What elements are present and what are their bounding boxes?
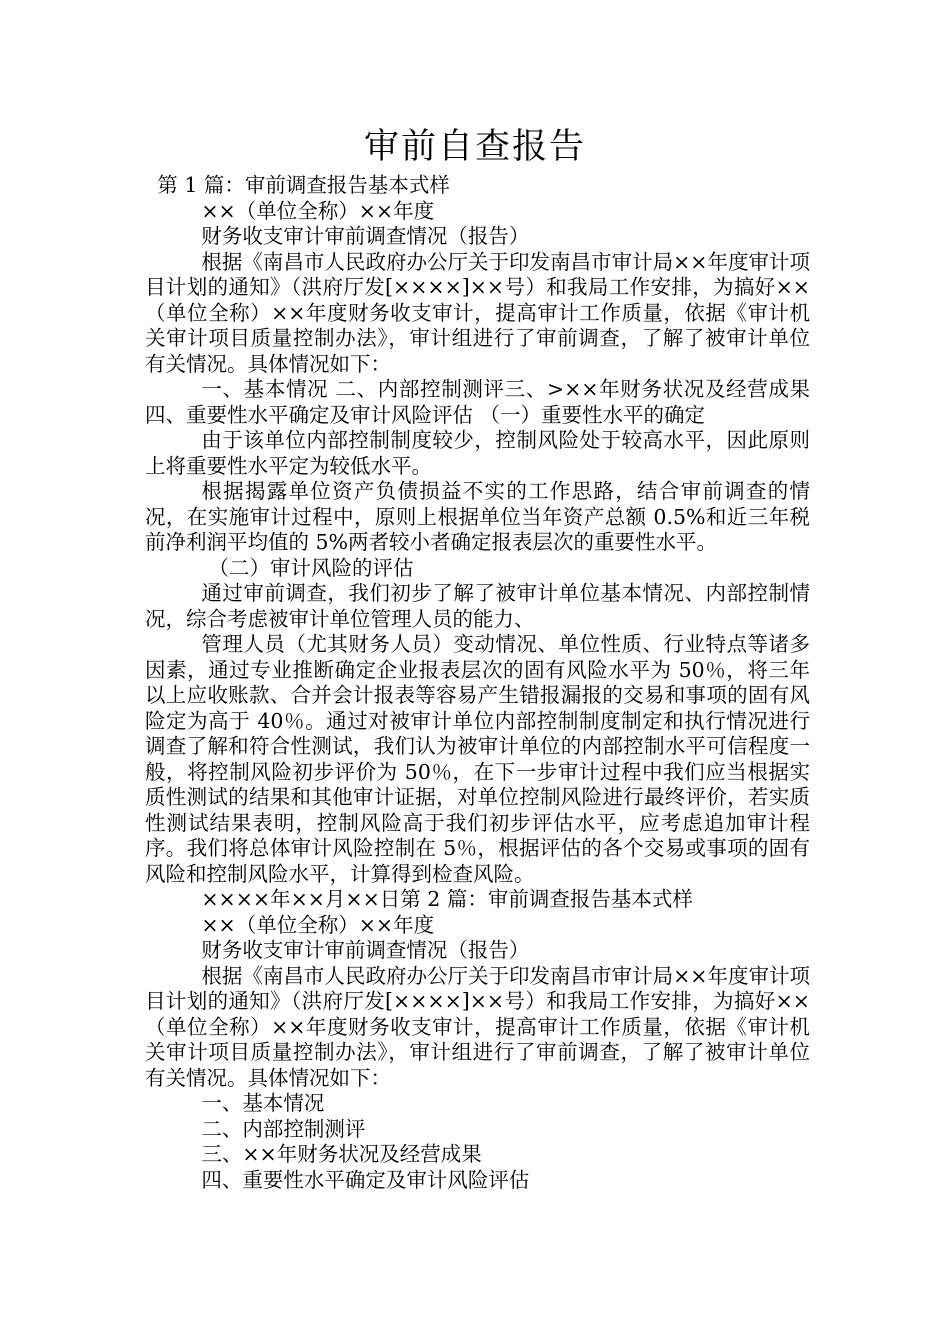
paragraph-basis-2: 根据《南昌市人民政府办公厅关于印发南昌市审计局××年度审计项目计划的通知》（洪府厅发[××××]××号）和我局工作安排，为搞好××（单位全称）××年度财务收支审计，提高审计工作质量，依据《审计机关审计项目质量控制办法》，审计组进行了审前调查，了解了被审计单位有关情况。具体情况如下： — [145, 963, 810, 1090]
paragraph-unit-year-2: ××（单位全称）××年度 — [201, 912, 435, 937]
paragraph-risk-intro: 通过审前调查，我们初步了解了被审计单位基本情况、内部控制情况，综合考虑被审计单位管理人员的能力、 — [145, 581, 810, 631]
document-title: 审前自查报告 — [363, 127, 586, 167]
list-item-materiality-risk: 四、重要性水平确定及审计风险评估 — [201, 1167, 530, 1192]
paragraph-date-part-2: ××××年××月××日第 2 篇：审前调查报告基本式样 — [201, 887, 693, 911]
list-item-basic-info: 一、基本情况 — [201, 1091, 325, 1115]
paragraph-basis: 根据《南昌市人民政府办公厅关于印发南昌市审计局××年度审计项目计划的通知》（洪府厅发[××××]××号）和我局工作安排，为搞好××（单位全称）××年度财务收支审计，提高审计工作质量，依据《审计机关审计项目质量控制办法》，审计组进行了审前调查，了解了被审计单位有关情况。具体情况如下： — [145, 249, 810, 376]
paragraph-report-title-2: 财务收支审计审前调查情况（报告） — [201, 938, 530, 962]
paragraph-report-title: 财务收支审计审前调查情况（报告） — [201, 224, 530, 248]
paragraph-risk-assessment: 管理人员（尤其财务人员）变动情况、单位性质、行业特点等诸多因素，通过专业推断确定企业报表层次的固有风险水平为 50％，将三年以上应收账款、合并会计报表等容易产生错报漏报的交易和事项的固有风险定为高于 40％。通过对被审计单位内部控制制度制定和执行情况进行调查了解和符合性测试，我们认为被审计单位的内部控制水平可信程度一般，将控制风险初步评价为 50％，在下一步审计过程中我们应当根据实质性测试的结果和其他审计证据，对单位控制风险进行最终评价，若实质性测试结果表明，控制风险高于我们初步评估水平，应考虑追加审计程序。我们将总体审计风险控制在 5％，根据评估的各个交易或事项的固有风险和控制风险水平，计算得到检查风险。 — [145, 632, 810, 886]
paragraph-materiality-basis: 根据揭露单位资产负债损益不实的工作思路，结合审前调查的情况，在实施审计过程中，原则上根据单位当年资产总额 0.5%和近三年税前净利润平均值的 5%两者较小者确定报表层次的重要性水平。 — [145, 479, 810, 554]
paragraph-heading-part-1: 第 1 篇：审前调查报告基本式样 — [157, 173, 450, 197]
document-body — [145, 173, 810, 1193]
paragraph-materiality-low: 由于该单位内部控制制度较少，控制风险处于较高水平，因此原则上将重要性水平定为较低水平。 — [145, 428, 810, 478]
list-item-internal-control: 二、内部控制测评 — [201, 1116, 366, 1141]
paragraph-risk-heading: （二）审计风险的评估 — [208, 555, 414, 580]
paragraph-outline: 一、基本情况 二、内部控制测评三、>××年财务状况及经营成果 四、重要性水平确定及审计风险评估 （一）重要性水平的确定 — [145, 377, 810, 427]
paragraph-unit-year: ××（单位全称）××年度 — [201, 198, 435, 223]
list-item-financial-status: 三、××年财务状况及经营成果 — [201, 1142, 482, 1166]
